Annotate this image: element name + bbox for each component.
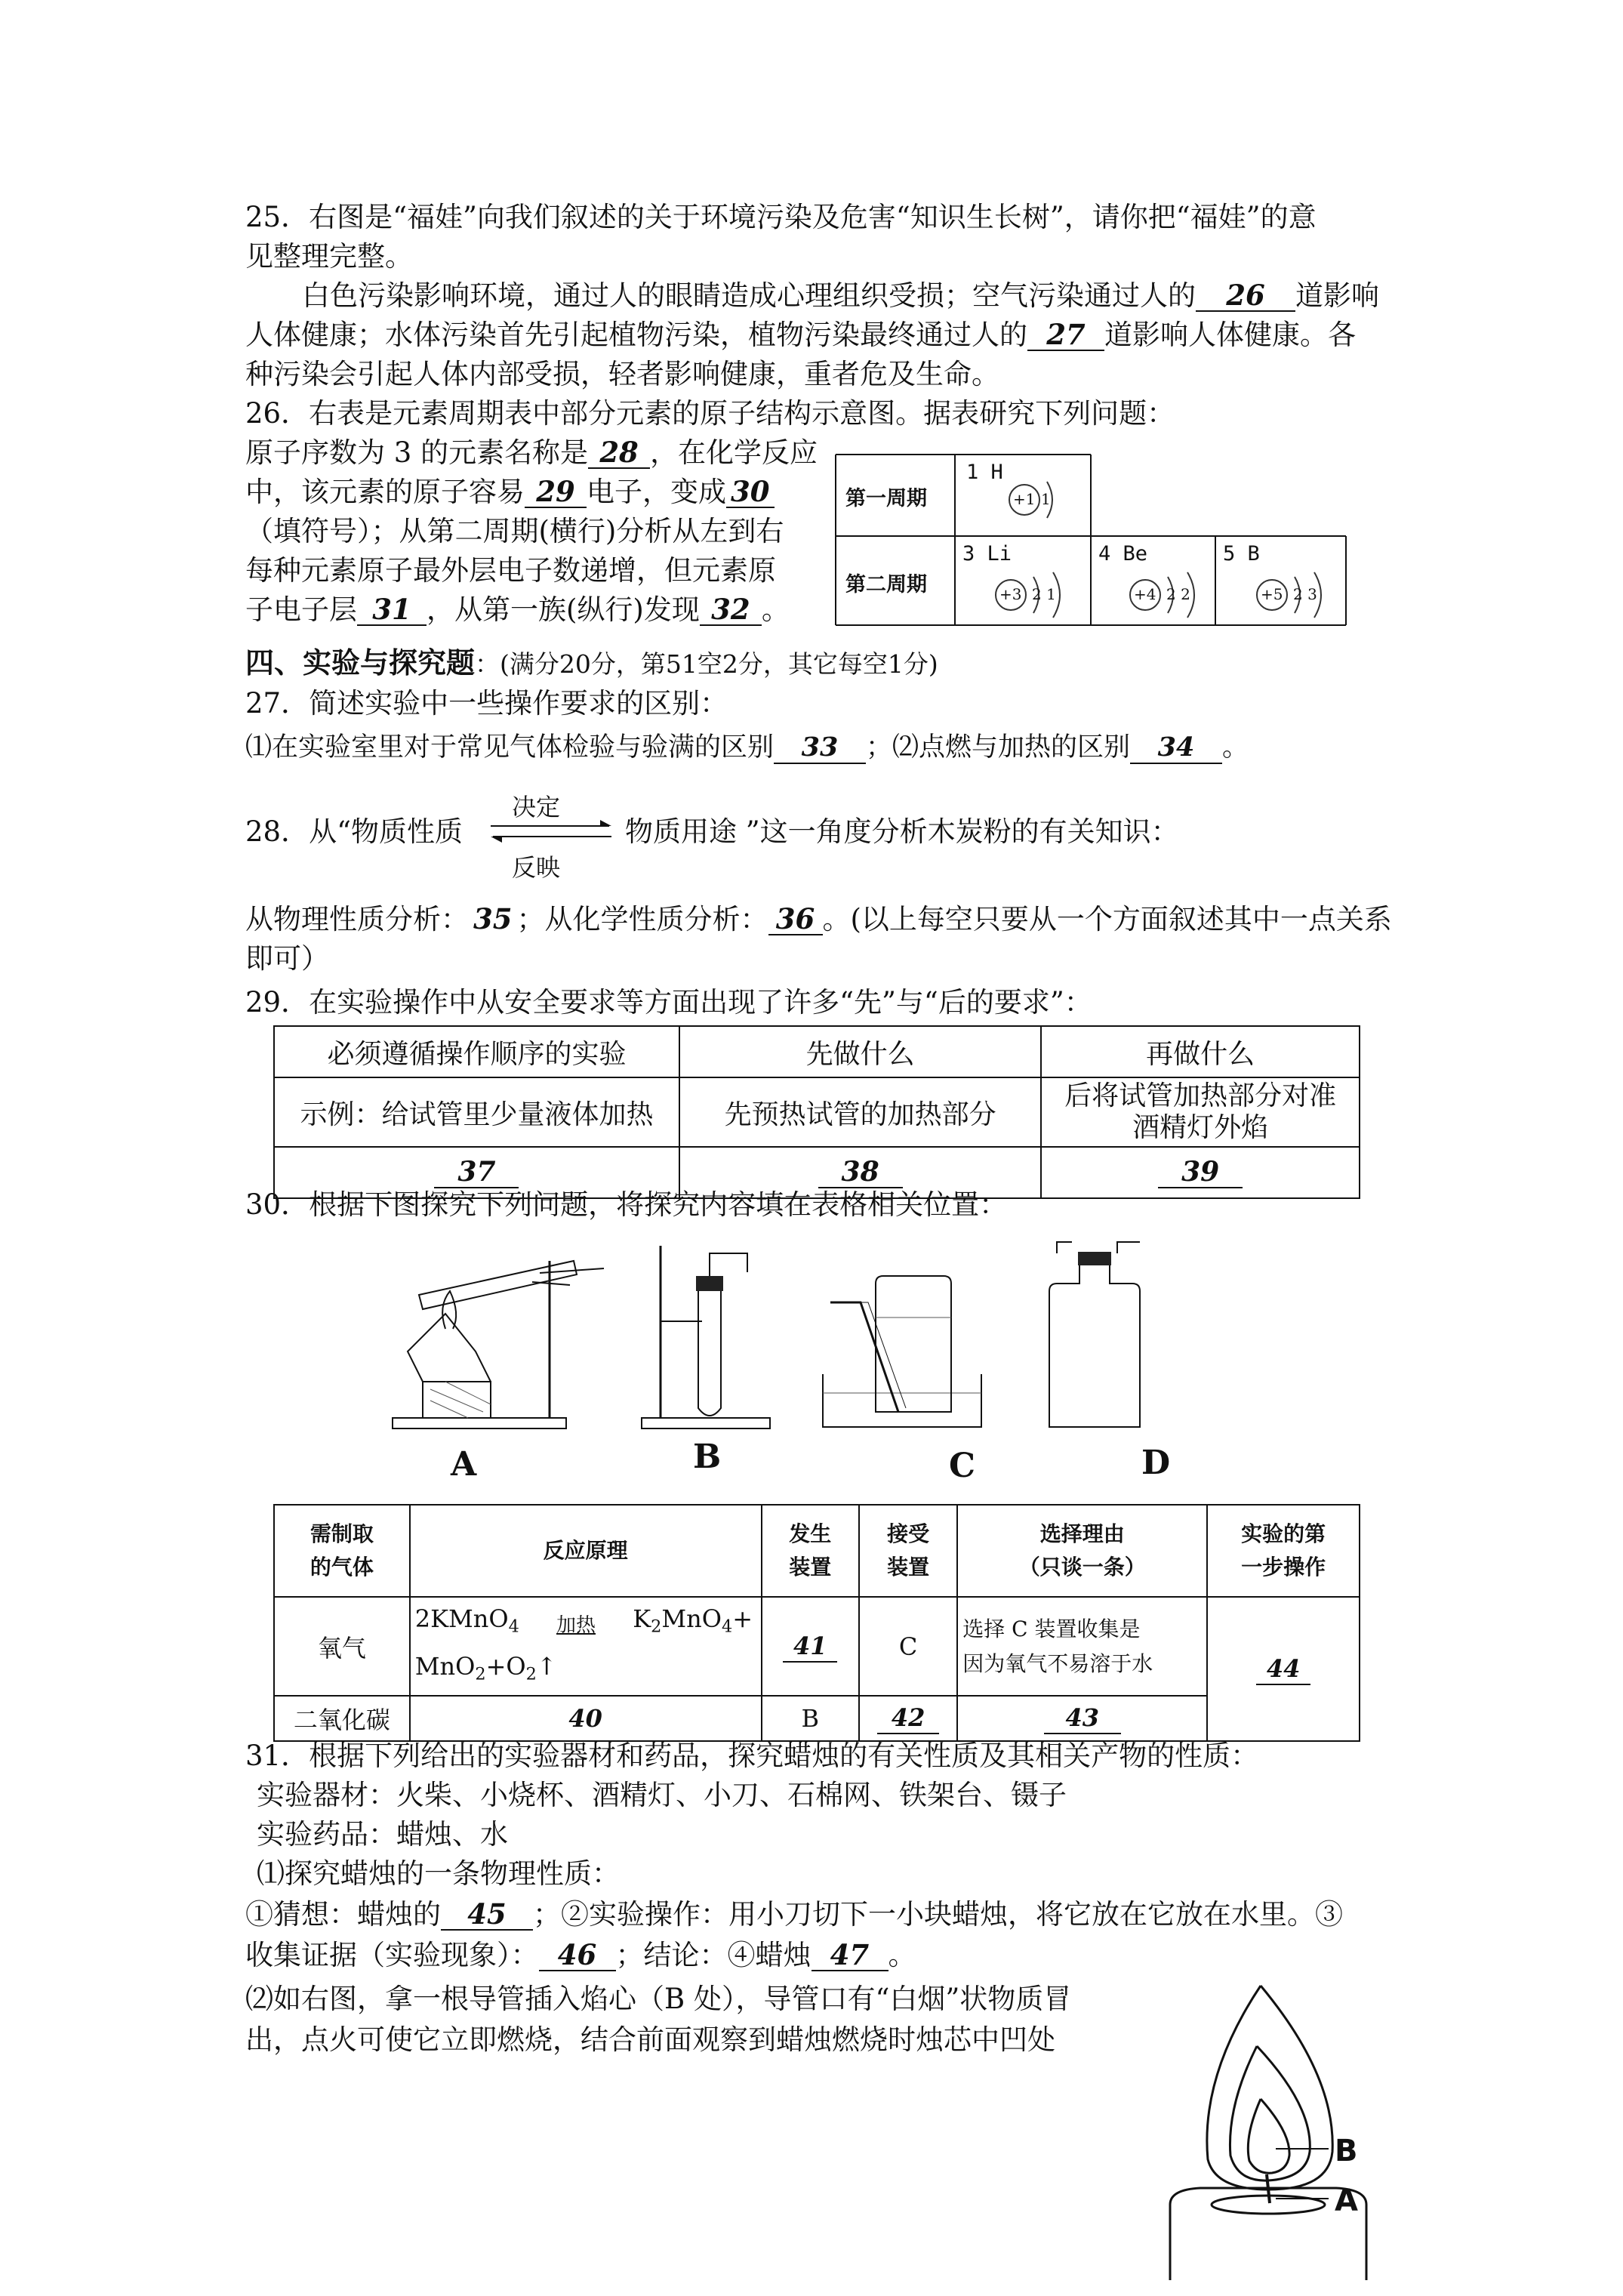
table-cell-line: 酒精灯外焰: [1132, 1112, 1269, 1143]
q31-text: 收集证据（实验现象）：: [245, 1939, 539, 1971]
q27-text: 。: [1222, 732, 1249, 763]
eq-text: +O: [485, 1651, 526, 1681]
arrow-label-reflect: 反映: [512, 853, 561, 882]
answer-blank-47[interactable]: 47: [812, 1940, 888, 1971]
periodic-table-figure: [834, 453, 1347, 627]
table-header: 再做什么: [1041, 1026, 1360, 1077]
li-electrons: 2 1: [1032, 585, 1056, 603]
q31-equipment: 实验器材：火柴、小烧杯、酒精灯、小刀、石棉网、铁架台、镊子: [257, 1779, 1067, 1811]
q28-line1-end: 物质用途 ”这一角度分析木炭粉的有关知识：: [625, 815, 1179, 848]
q26-text: 电子，变成: [587, 476, 726, 508]
eq-sub: 4: [721, 1616, 733, 1637]
q31-line7: ⑵如右图，拿一根导管插入焰心（B 处），导管口有“白烟”状物质冒: [245, 1983, 1072, 2015]
answer-blank-36[interactable]: 36: [768, 904, 823, 935]
answer-blank-29[interactable]: 29: [525, 476, 587, 508]
answer-blank-41[interactable]: 41: [783, 1631, 837, 1663]
reason-line: 因为氧气不易溶于水: [962, 1650, 1153, 1676]
answer-blank-42[interactable]: 42: [877, 1703, 939, 1734]
q27-text: ⑴在实验室里对于常见气体检验与验满的区别: [245, 732, 775, 763]
gas-preparation-table: [273, 1504, 1360, 1742]
table-header: [274, 1505, 410, 1597]
equation-line-1: [415, 1599, 756, 1647]
header-line: 实验的第: [1241, 1521, 1326, 1546]
q31-line1: 31．根据下列给出的实验器材和药品，探究蜡烛的有关性质及其相关产物的性质：: [245, 1740, 1259, 1772]
element-h-label: 1 H: [966, 461, 1003, 484]
q26-line1: 26．右表是元素周期表中部分元素的原子结构示意图。据表研究下列问题：: [245, 397, 1175, 430]
table-cell: [762, 1597, 859, 1696]
eq-sub: 2: [651, 1616, 662, 1637]
q25-text: 道影响人体健康。各: [1104, 319, 1356, 351]
table-header: [762, 1505, 859, 1597]
q31-line8: 出，点火可使它立即燃烧，结合前面观察到蜡烛燃烧时烛芯中凹处: [245, 2023, 1055, 2056]
q25-line3: [302, 276, 1379, 316]
section-4-heading: [245, 643, 938, 684]
element-b-label: 5 B: [1223, 542, 1260, 566]
period-1-label: 第一周期: [845, 487, 927, 510]
answer-blank-38[interactable]: 38: [818, 1157, 903, 1188]
q26-line2: [245, 433, 818, 473]
eq-text: +: [732, 1604, 753, 1633]
answer-blank-39[interactable]: 39: [1158, 1157, 1243, 1188]
gas-name-cell: 氧气: [274, 1597, 410, 1696]
answer-blank-46[interactable]: 46: [539, 1940, 616, 1971]
table-cell: [410, 1696, 762, 1741]
eq-text: MnO: [414, 1651, 476, 1681]
table-header: 先做什么: [679, 1026, 1041, 1077]
q27-text: ；⑵点燃与加热的区别: [866, 732, 1131, 763]
eq-sub: 2: [475, 1664, 486, 1684]
be-nucleus: +4: [1134, 585, 1156, 603]
b-nucleus: +5: [1261, 585, 1283, 603]
answer-blank-43[interactable]: 43: [1044, 1703, 1121, 1734]
apparatus-a-label: A: [451, 1445, 477, 1484]
table-header: [957, 1505, 1207, 1597]
answer-blank-45[interactable]: 45: [441, 1899, 533, 1931]
arrow-label-decide: 决定: [512, 793, 561, 821]
apparatus-c-icon: [823, 1276, 981, 1427]
table-cell: 示例：给试管里少量液体加热: [274, 1077, 679, 1147]
section-4-title: 四、实验与探究题: [245, 646, 476, 680]
eq-text: K: [633, 1604, 651, 1633]
reason-line: 选择 C 装置收集是: [962, 1616, 1141, 1641]
q26-line4: （填符号）；从第二周期(横行)分析从左到右: [245, 515, 784, 547]
apparatus-b-label: B: [693, 1438, 722, 1476]
header-line: 装置: [789, 1555, 832, 1579]
apparatus-d-label: D: [1141, 1444, 1171, 1482]
element-be-label: 4 Be: [1098, 542, 1148, 566]
eq-sub: 4: [508, 1616, 519, 1637]
q28-line1-start: 28．从“物质性质: [245, 815, 463, 848]
answer-blank-40[interactable]: 40: [568, 1704, 602, 1734]
table-cell: [957, 1696, 1207, 1741]
q25-line5: 种污染会引起人体内部受损，轻者影响健康，重者危及生命。: [245, 358, 999, 390]
table-header: [859, 1505, 957, 1597]
q26-text: 原子序数为 3 的元素名称是: [245, 436, 589, 469]
table-cell: 先预热试管的加热部分: [679, 1077, 1041, 1147]
q25-line2: 见整理完整。: [245, 240, 413, 273]
header-line: 的气体: [310, 1555, 374, 1579]
period-2-label: 第二周期: [845, 573, 927, 596]
section-4-note: ：(满分20分，第51空2分，其它每空1分): [475, 649, 938, 679]
answer-blank-26[interactable]: 26: [1196, 280, 1295, 312]
q26-text: 中，该元素的原子容易: [245, 476, 525, 508]
q25-line4: [245, 316, 1356, 355]
q26-text: 子电子层: [245, 593, 357, 626]
answer-blank-28[interactable]: 28: [588, 437, 650, 469]
q31-text: 。: [888, 1939, 916, 1971]
q30-line1: 30．根据下图探究下列问题，将探究内容填在表格相关位置：: [245, 1188, 1008, 1221]
apparatus-b-icon: [642, 1246, 770, 1428]
q31-text: ；②实验操作：用小刀切下一小块蜡烛，将它放在它放在水里。③: [533, 1898, 1343, 1931]
q31-part1: ⑴探究蜡烛的一条物理性质：: [257, 1857, 620, 1890]
table-cell: [1041, 1147, 1360, 1198]
element-li-label: 3 Li: [962, 542, 1012, 566]
header-line: 接受: [887, 1521, 930, 1546]
header-line: 一步操作: [1241, 1555, 1326, 1579]
gas-name-cell: 二氧化碳: [274, 1696, 410, 1741]
header-line: 需制取: [310, 1521, 374, 1546]
table-cell: [1041, 1077, 1360, 1147]
q29-line1: 29．在实验操作中从安全要求等方面出现了许多“先”与“后的要求”：: [245, 986, 1092, 1019]
answer-blank-27[interactable]: 27: [1027, 319, 1104, 351]
eq-text: 2KMnO: [414, 1604, 509, 1633]
q25-text: 白色污染影响环境，通过人的眼睛造成心理组织受损；空气污染通过人的: [302, 279, 1196, 312]
header-line: 选择理由: [1039, 1521, 1125, 1546]
reaction-equation-cell: [410, 1597, 762, 1696]
flame-core-icon: [1248, 2099, 1289, 2173]
reason-cell: [957, 1597, 1207, 1696]
eq-sub: 2: [525, 1664, 537, 1684]
apparatus-a-icon: [393, 1261, 604, 1428]
q26-line6: [245, 590, 790, 630]
apparatus-figure: [377, 1238, 1223, 1442]
q28-text: 从物理性质分析：: [245, 903, 469, 935]
q28-text: ；从化学性质分析：: [516, 903, 768, 935]
header-line: （只谈一条）: [1018, 1555, 1146, 1579]
answer-blank-33[interactable]: 33: [774, 732, 866, 764]
answer-blank-34[interactable]: 34: [1130, 732, 1222, 764]
table-header: [1207, 1505, 1360, 1597]
q27-line2: [245, 728, 1249, 767]
candle-label-b: B: [1335, 2134, 1358, 2168]
heat-condition: 加热: [556, 1614, 596, 1637]
outer-flame-icon: [1207, 1986, 1332, 2190]
q26-text: 。: [761, 593, 790, 626]
q26-line3: [245, 473, 775, 512]
q26-text: ，在化学反应: [650, 436, 818, 469]
answer-blank-31[interactable]: 31: [357, 594, 427, 626]
q25-text: 人体健康；水体污染首先引起植物污染，植物污染最终通过人的: [245, 319, 1027, 351]
q25-text: 道影响: [1295, 279, 1379, 312]
answer-blank-35[interactable]: 35: [473, 902, 513, 935]
b-electrons: 2 3: [1293, 585, 1317, 603]
table-header: 必须遵循操作顺序的实验: [274, 1026, 679, 1077]
q27-line1: 27．简述实验中一些操作要求的区别：: [245, 687, 728, 720]
sequence-table: [273, 1025, 1360, 1199]
q31-drugs: 实验药品：蜡烛、水: [257, 1818, 508, 1851]
li-nucleus: +3: [999, 585, 1022, 603]
candle-flame-figure: [1155, 1963, 1397, 2280]
apparatus-c-label: C: [949, 1447, 976, 1485]
candle-label-a: A: [1335, 2184, 1358, 2218]
be-electrons: 2 2: [1166, 585, 1190, 603]
table-cell: [1207, 1597, 1360, 1741]
q31-line5: [245, 1895, 1343, 1934]
answer-blank-37[interactable]: 37: [434, 1157, 519, 1188]
answer-blank-30[interactable]: 30: [726, 476, 775, 508]
h-electrons: 1: [1041, 490, 1051, 508]
double-arrow-icon: [487, 817, 615, 847]
q26-text: ，从第一族(纵行)发现: [427, 593, 700, 626]
eq-text: MnO: [661, 1604, 722, 1633]
answer-blank-32[interactable]: 32: [700, 594, 762, 626]
q26-line5: 每种元素原子最外层电子数递增，但元素原: [245, 554, 776, 587]
q28-line2: [245, 900, 1392, 939]
inner-flame-icon: [1230, 2046, 1310, 2180]
q28-line3: 即可）: [245, 942, 329, 975]
table-header: 反应原理: [410, 1505, 762, 1597]
table-cell: [859, 1696, 957, 1741]
q31-text: ；结论：④蜡烛: [615, 1939, 812, 1971]
h-nucleus: +1: [1013, 490, 1036, 508]
q31-text: ①猜想：蜡烛的: [245, 1898, 441, 1931]
answer-blank-44[interactable]: 44: [1256, 1653, 1310, 1685]
equation-line-2: [415, 1647, 756, 1694]
gas-up-arrow-icon: ↑: [536, 1651, 557, 1681]
q31-line6: [245, 1936, 916, 1975]
header-line: 装置: [887, 1555, 930, 1579]
table-cell-line: 后将试管加热部分对准: [1064, 1080, 1337, 1111]
q25-line1: 25．右图是“福娃”向我们叙述的关于环境污染及危害“知识生长树”，请你把“福娃”的意: [245, 201, 1317, 233]
apparatus-d-icon: [1049, 1242, 1140, 1427]
table-cell: B: [762, 1696, 859, 1741]
q28-text: 。(以上每空只要从一个方面叙述其中一点关系: [822, 903, 1392, 935]
table-cell: C: [859, 1597, 957, 1696]
header-line: 发生: [789, 1521, 832, 1546]
